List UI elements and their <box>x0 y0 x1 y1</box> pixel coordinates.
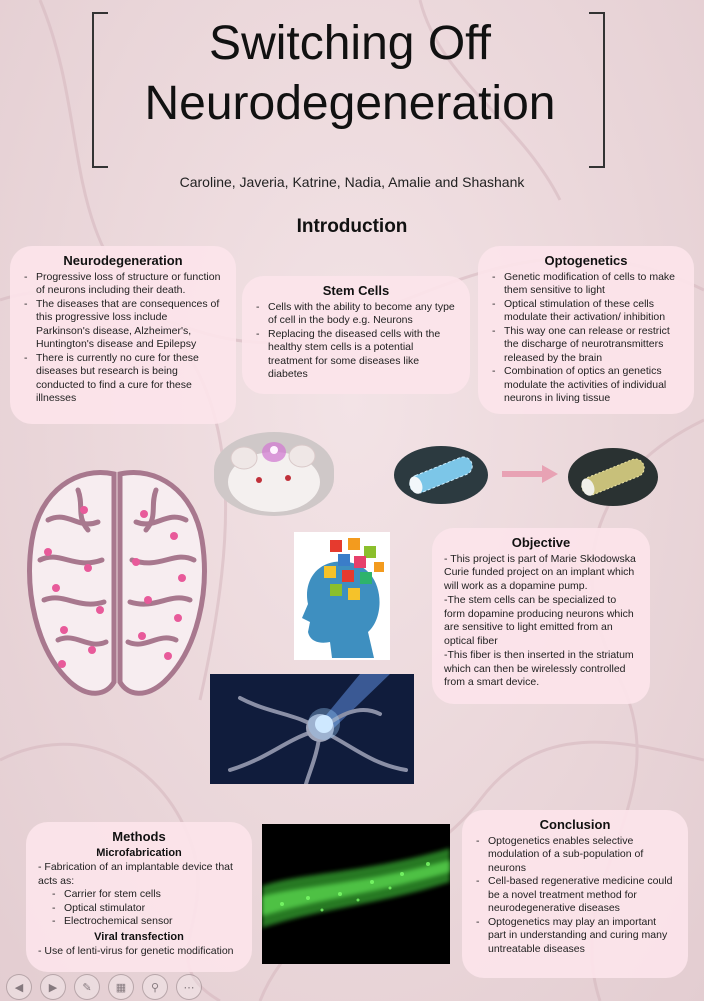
optogenetics-list <box>490 271 682 406</box>
list-item: - The diseases that are consequences of this progressive loss include Parkinson's disease, Alzheimer's, Huntington's disease and Epilepsy <box>36 298 224 352</box>
mouse-photo <box>214 432 334 516</box>
viral-transfection-text: - Use of lenti-virus for genetic modification <box>38 945 234 957</box>
fiber-uncoated-image <box>394 446 488 504</box>
objective-heading: Objective <box>511 535 571 550</box>
slides-icon[interactable]: ▦ <box>108 974 134 1000</box>
list-item: - Optical stimulation of these cells modulate their activation/ inhibition <box>504 298 682 325</box>
optogenetics-card <box>478 246 694 414</box>
optogenetics-heading: Optogenetics <box>544 253 628 268</box>
green-fluorescence-image <box>262 824 450 964</box>
objective-paragraph: -This fiber is then inserted in the striatum which can then be wirelessly controlled from a smart device. <box>444 649 634 688</box>
neurodegeneration-list <box>22 271 224 406</box>
list-item: - Cells with the ability to become any type of cell in the body e.g. Neurons <box>268 301 458 328</box>
microfabrication-heading: Microfabrication <box>96 846 182 859</box>
stem-cells-list <box>254 301 458 382</box>
brain-illustration <box>18 460 216 710</box>
zoom-icon[interactable]: ⚲ <box>142 974 168 1000</box>
neurodegeneration-card <box>10 246 236 424</box>
objective-paragraph: -The stem cells can be specialized to form dopamine producing neurons which are sensitive to light emitted from an optical fiber <box>444 594 634 647</box>
conclusion-heading: Conclusion <box>539 817 611 832</box>
list-item: - Optogenetics may play an important part in understanding and curing many untreatable diseases <box>488 916 676 957</box>
conclusion-list <box>474 835 676 957</box>
previous-icon[interactable]: ◀ <box>6 974 32 1000</box>
list-item: - Combination of optics an genetics modulate the activities of individual neurons in living tissue <box>504 365 682 406</box>
stem-cells-heading: Stem Cells <box>322 283 390 298</box>
neuron-light-illustration <box>210 674 414 784</box>
puzzle-head-illustration <box>294 532 390 660</box>
slideshow-toolbar <box>6 974 202 1000</box>
list-item: - Replacing the diseased cells with the healthy stem cells is a potential treatment for some diseases like diabetes <box>268 328 458 382</box>
list-item: - Optogenetics enables selective modulation of a sub-population of neurons <box>488 835 676 876</box>
list-item: - This way one can release or restrict the discharge of neurotransmitters released by the brain <box>504 325 682 366</box>
poster-title: Switching Off Neurodegeneration <box>144 17 556 130</box>
more-icon[interactable]: ⋯ <box>176 974 202 1000</box>
list-item: - Carrier for stem cells <box>64 888 240 902</box>
neurodegeneration-heading: Neurodegeneration <box>63 253 183 268</box>
authors: Caroline, Javeria, Katrine, Nadia, Amalie and Shashank <box>179 174 525 190</box>
objective-card <box>432 528 650 704</box>
methods-card <box>26 822 252 972</box>
arrow-right-icon <box>502 464 558 484</box>
list-item: - Genetic modification of cells to make them sensitive to light <box>504 271 682 298</box>
stem-cells-card <box>242 276 470 394</box>
viral-transfection-heading: Viral transfection <box>94 930 184 943</box>
pen-icon[interactable]: ✎ <box>74 974 100 1000</box>
list-item: - There is currently no cure for these diseases but research is being conducted to find a cure for these illnesses <box>36 352 224 406</box>
list-item: - Cell-based regenerative medicine could be a novel treatment method for neurodegenerative diseases <box>488 875 676 916</box>
microfabrication-intro: - Fabrication of an implantable device that acts as: <box>38 861 233 887</box>
methods-heading: Methods <box>112 829 166 844</box>
list-item: - Progressive loss of structure or function of neurons including their death. <box>36 271 224 298</box>
microfabrication-list <box>38 888 240 929</box>
objective-paragraph: - This project is part of Marie Skłodowska Curie funded project on an implant which will work as a dopamine pump. <box>444 552 636 592</box>
list-item: - Electrochemical sensor <box>64 915 240 929</box>
introduction-heading: Introduction <box>296 216 408 237</box>
title-bracket-left <box>92 12 108 168</box>
list-item: - Optical stimulator <box>64 902 240 916</box>
play-icon[interactable]: ▶ <box>40 974 66 1000</box>
title-bracket-right <box>589 12 605 168</box>
conclusion-card <box>462 810 688 978</box>
fiber-coated-image <box>568 448 658 506</box>
